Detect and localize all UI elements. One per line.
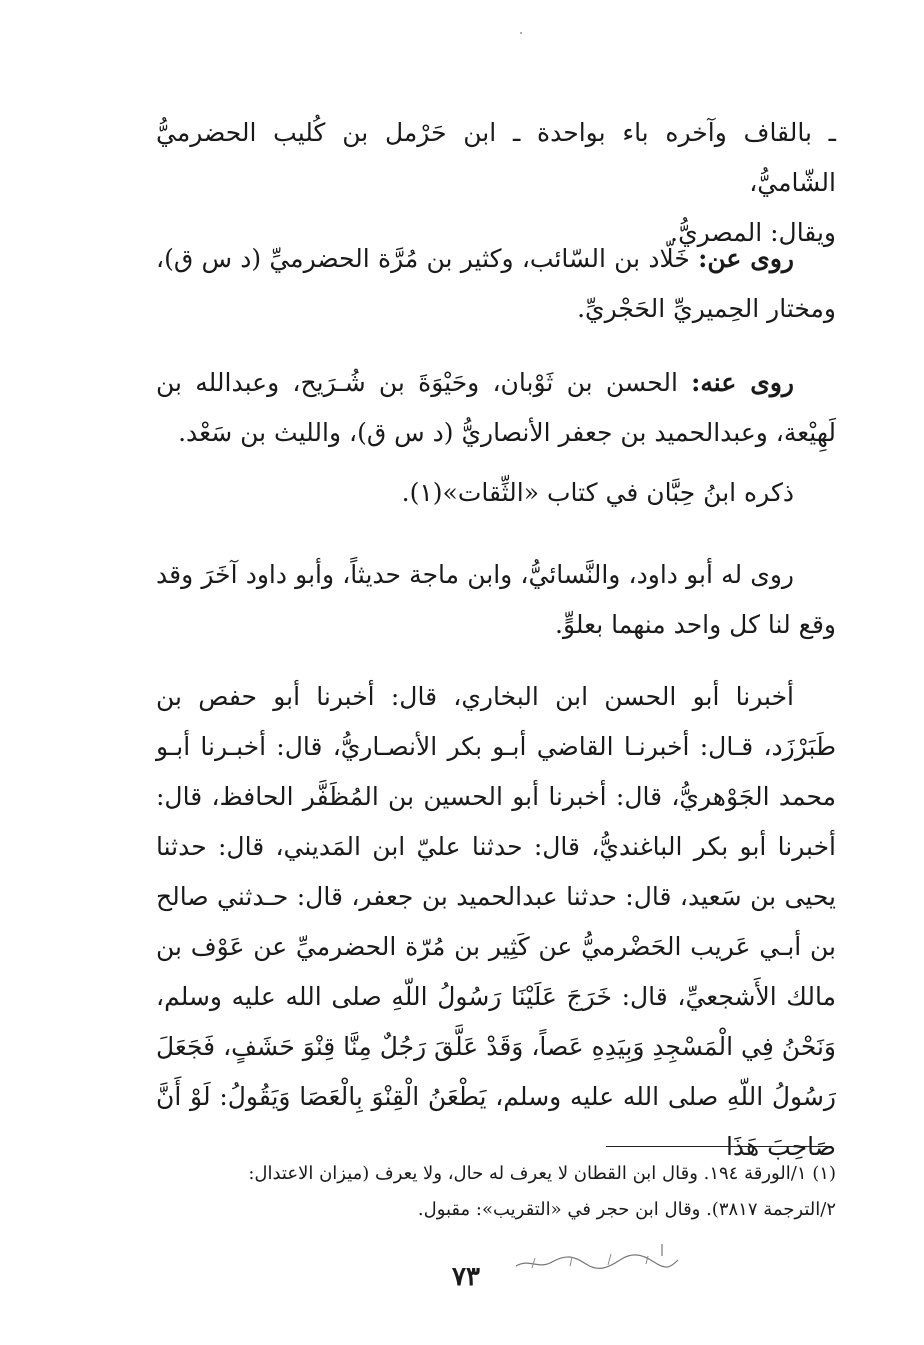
narrated-by-text: الحسن بن ثَوْبان، وحَيْوَةَ بن شُـرَيح، وعبدالله بن لَهِيْعة، وعبدالحميد بن جعفر الأنصاريُّ (د س ق)، والليث بن سَعْد.	[156, 368, 836, 447]
paragraph-ibn-hibban	[156, 468, 836, 518]
narrated-to-text: روى له أبو داود، والنَّسائيُّ، وابن ماجة حديثاً، وأبو داود آخَرَ وقد وقع لنا كل واحد منهما بعلوٍّ.	[156, 560, 836, 639]
footnote-line-1: (١) ١/الورقة ١٩٤. وقال ابن القطان لا يعرف له حال، ولا يعرف (ميزان الاعتدال:	[248, 1163, 836, 1184]
footnote-separator	[606, 1146, 832, 1147]
top-mark	[520, 32, 522, 34]
handwritten-scribble-icon	[512, 1238, 682, 1278]
narrated-by-label: روى عنه:	[691, 368, 794, 397]
narrated-from-text: خَلّاد بن السّائب، وكثير بن مُرَّة الحضرميِّ (د س ق)، ومختار الحِميريِّ الحَجْريِّ.	[156, 244, 836, 323]
continuation-line-1: ـ بالقاف وآخره باء بواحدة ـ ابن حَرْمل بن كُليب الحضرميُّ الشّاميُّ،	[156, 118, 836, 197]
footnote-line-2: ٢/الترجمة ٣٨١٧). وقال ابن حجر في «التقريب»: مقبول.	[417, 1199, 836, 1220]
paragraph-narrated-from	[156, 234, 836, 334]
paragraph-narrated-by	[156, 358, 836, 458]
page-number: ٧٣	[452, 1262, 480, 1292]
footnote	[156, 1156, 836, 1228]
paragraph-narrated-to	[156, 550, 836, 650]
continuation-line-2: ويقال: المصريُّ.	[670, 218, 836, 247]
hadith-chain-text: أخبرنا أبو الحسن ابن البخاري، قال: أخبرنا أبو حفص بن طَبَرْزَد، قـال: أخبرنـا القاضي أبـو بكر الأنصـاريُّ، قال: أخبـرنا أبـو محمد الجَوْهريُّ، قال: أخبرنا أبو الحسين بن المُظَفَّر الحافظ، قال: أخبرنا أبو بكر الباغنديُّ، قال: حدثنا عليّ ابن المَديني، قال: حدثنا يحيى بن سَعيد، قال: حدثنا عبدالحميد بن جعفر، قال: حـدثني صالح بن أبـي عَريب الحَضْرميُّ عن كَثِير بن مُرّة الحضرميِّ عن عَوْف بن مالك الأَشجعيِّ، قال: خَرَجَ عَلَيْنَا رَسُولُ اللّهِ صلى الله عليه وسلم، وَنَحْنُ فِي الْمَسْجِدِ وَبِيَدِهِ عَصاً، وَقَدْ عَلَّقَ رَجُلٌ مِنَّا قِنْوَ حَشَفٍ، فَجَعَلَ رَسُولُ اللّهِ صلى الله عليه وسلم، يَطْعَنُ الْقِنْوَ بِالْعَصَا وَيَقُولُ: لَوْ أَنَّ صَاحِبَ هَذَا	[156, 682, 836, 1161]
paragraph-hadith-chain	[156, 672, 836, 1172]
narrated-from-label: روى عن:	[698, 244, 794, 273]
ibn-hibban-text: ذكره ابنُ حِبَّان في كتاب «الثِّقات»(١).	[401, 478, 794, 507]
